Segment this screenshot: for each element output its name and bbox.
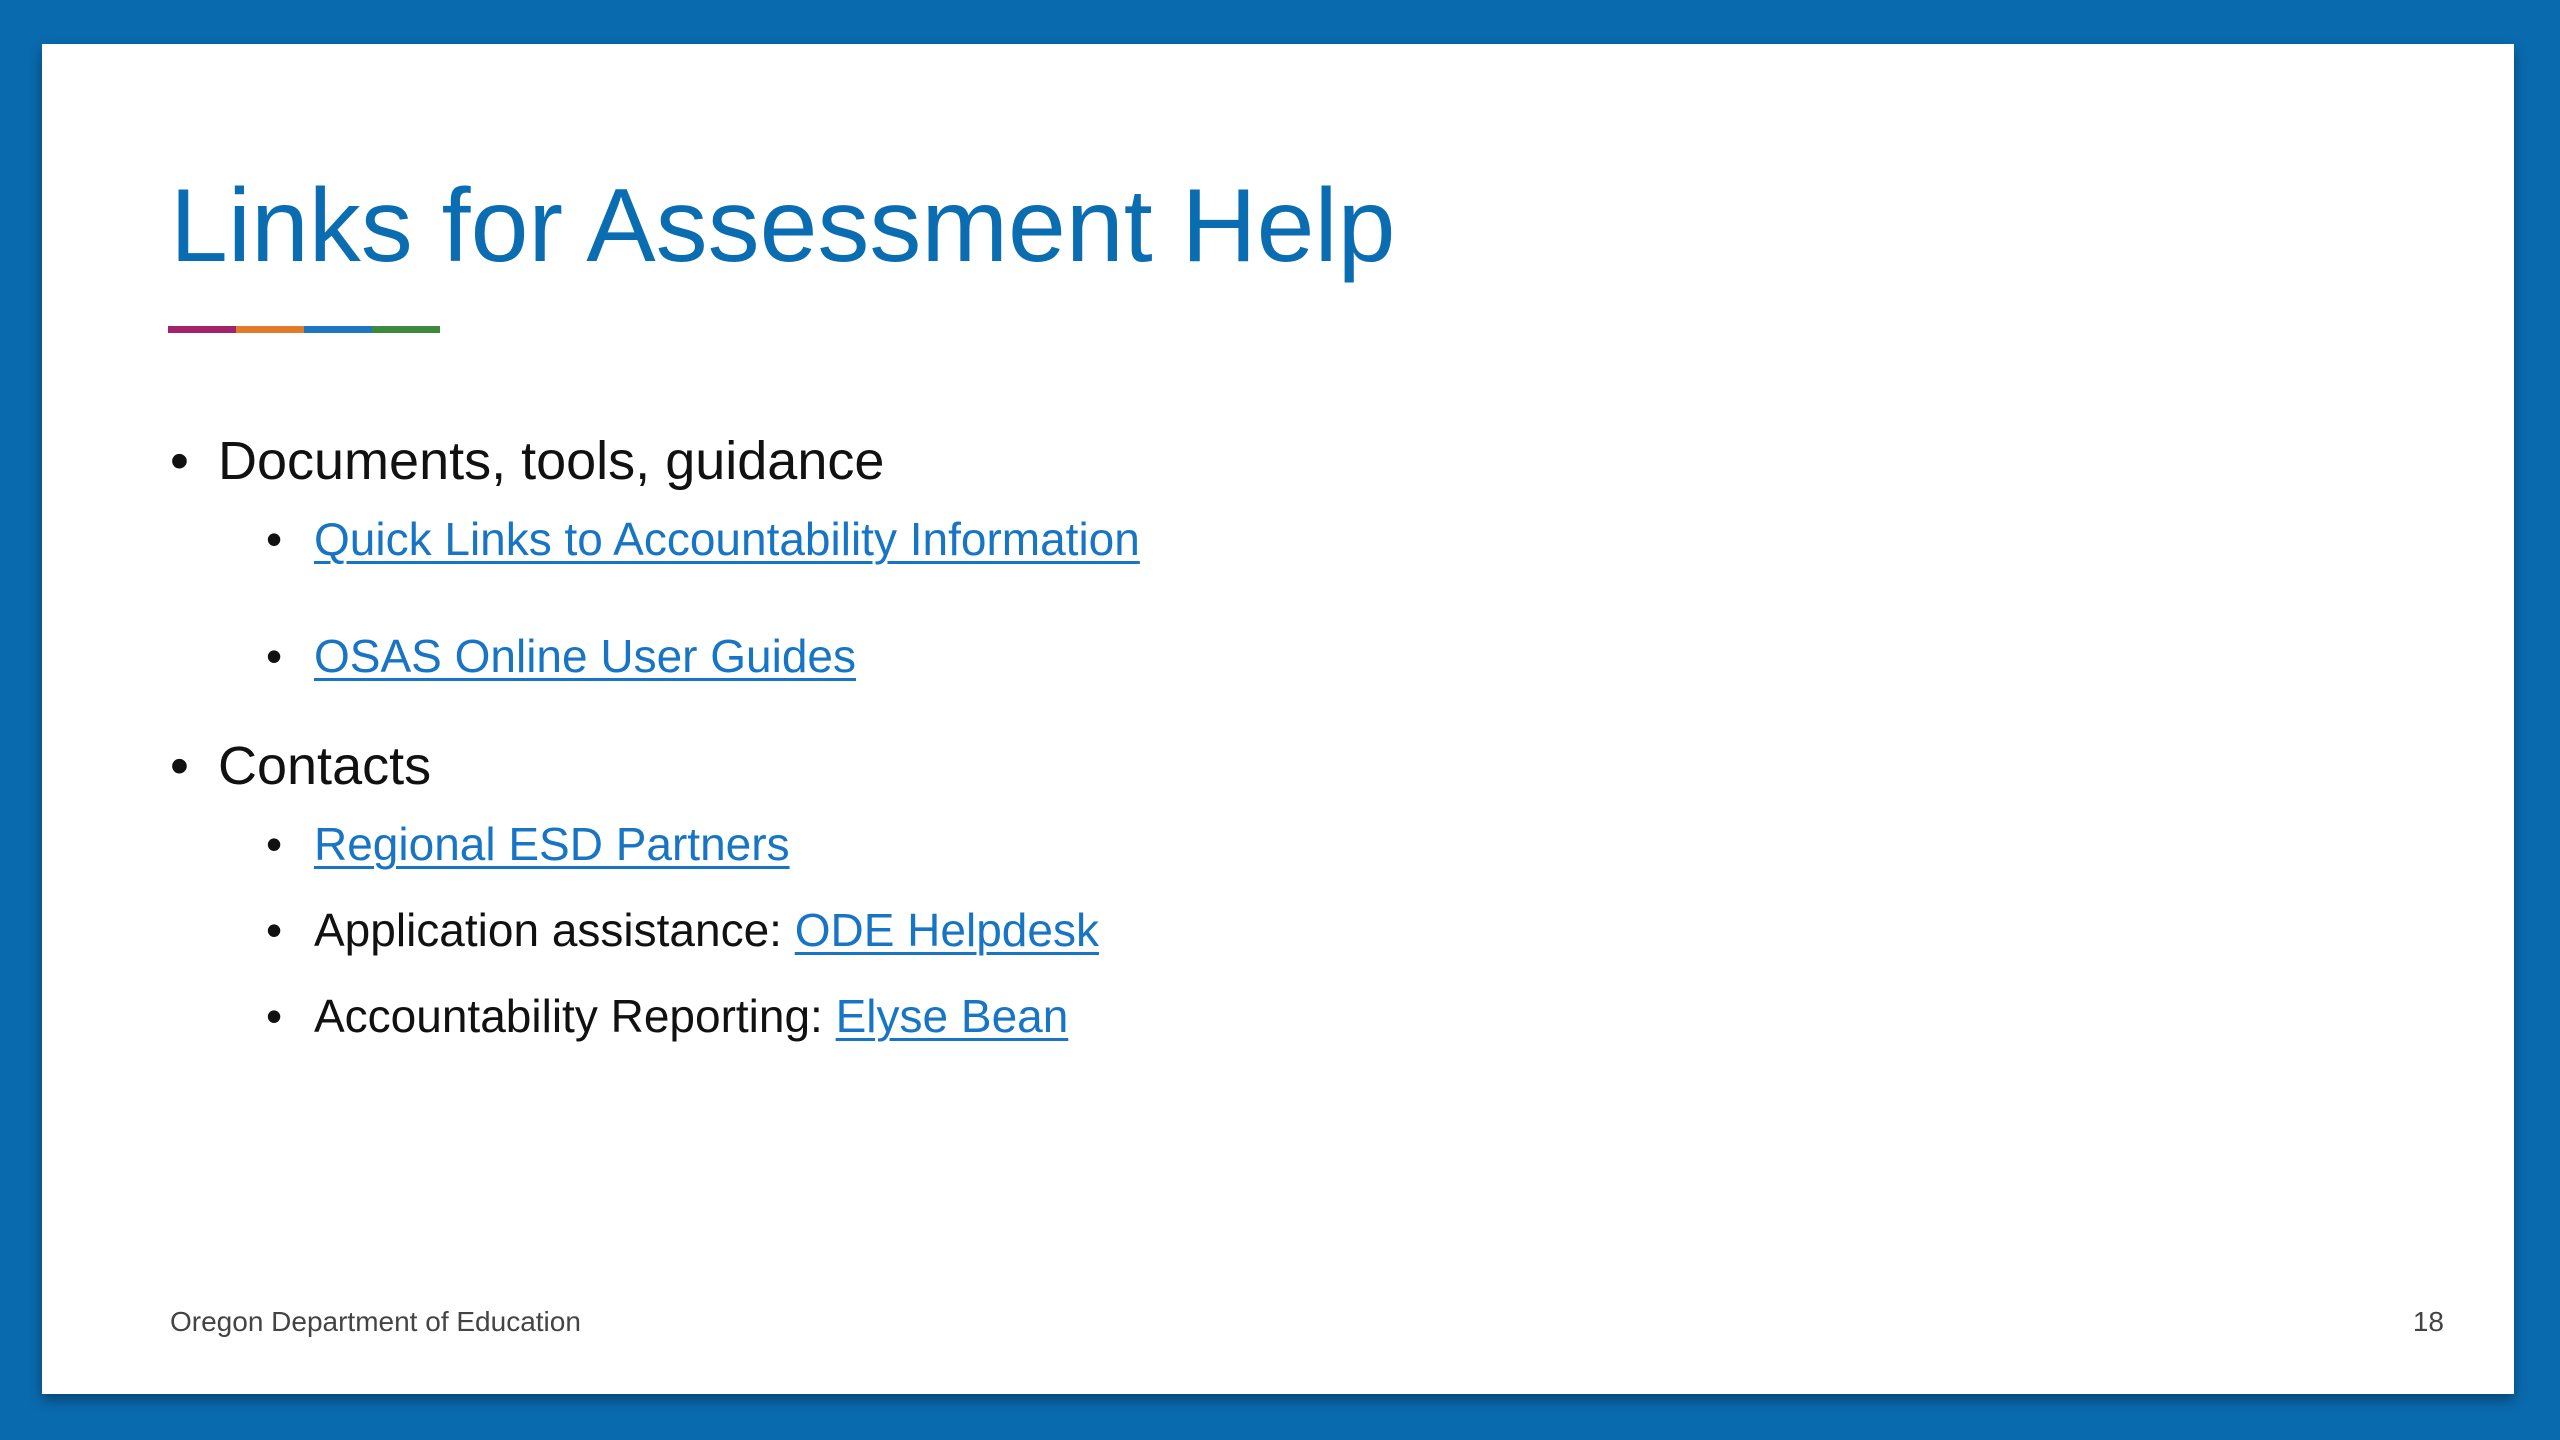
ode-helpdesk-link[interactable]: ODE Helpdesk <box>794 904 1099 957</box>
list-item <box>170 903 2370 958</box>
list-item <box>170 512 2370 567</box>
list-item <box>170 817 2370 872</box>
page-number: 18 <box>2412 1306 2444 1337</box>
title-underline <box>168 326 440 333</box>
elyse-bean-link[interactable]: Elyse Bean <box>835 990 1069 1043</box>
bullet-heading: Documents, tools, guidance <box>218 431 885 491</box>
regional-esd-partners-link[interactable]: Regional ESD Partners <box>314 817 790 870</box>
underline-segment-green <box>372 326 440 333</box>
bullet-contacts <box>170 734 2370 799</box>
footer-organization: Oregon Department of Education <box>170 1306 581 1337</box>
bullet-heading: Contacts <box>218 736 432 797</box>
bullet-documents-tools-guidance <box>170 429 2370 494</box>
accountability-reporting-label: Accountability Reporting: <box>314 990 836 1043</box>
underline-segment-magenta <box>168 326 236 333</box>
list-item <box>170 629 2370 684</box>
slide-title: Links for Assessment Help <box>170 168 1396 284</box>
osas-online-user-guides-link[interactable]: OSAS Online User Guides <box>314 629 857 682</box>
quick-links-accountability-link[interactable]: Quick Links to Accountability Information <box>314 512 1140 565</box>
underline-segment-orange <box>236 326 304 333</box>
application-assistance-label: Application assistance: <box>314 904 795 957</box>
list-item <box>170 989 2370 1044</box>
bullet-list <box>170 429 2370 1045</box>
slide <box>42 44 2514 1394</box>
underline-segment-blue <box>304 326 372 333</box>
